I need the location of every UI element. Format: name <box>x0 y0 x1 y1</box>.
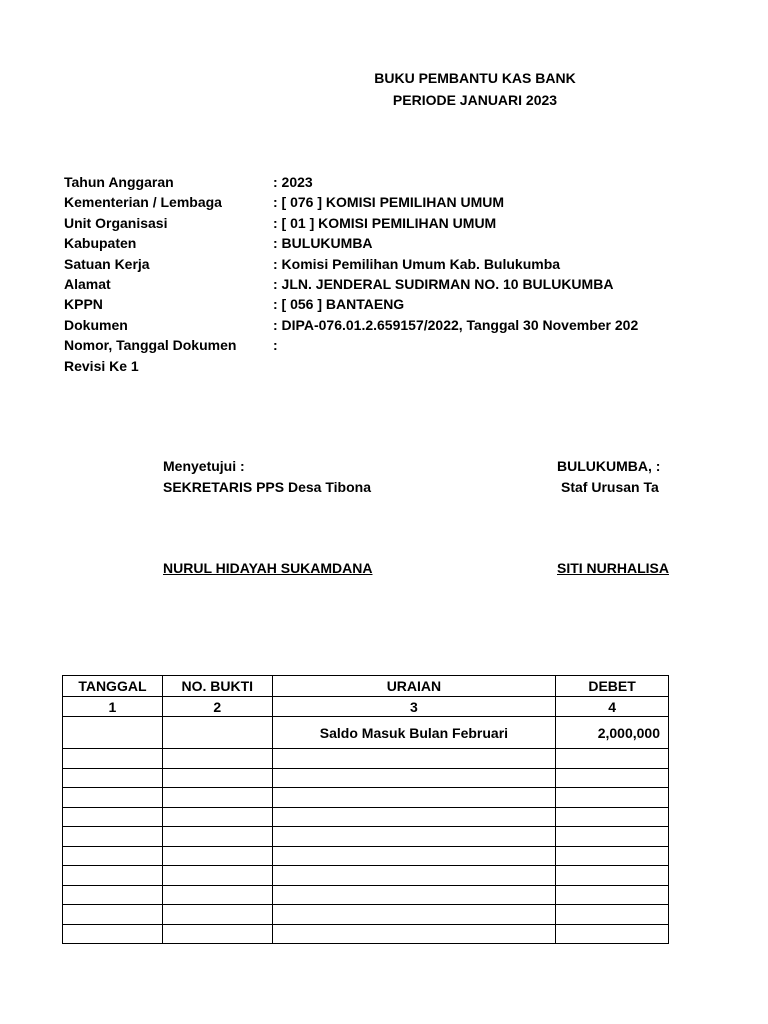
meta-label: Kementerian / Lembaga <box>64 194 222 211</box>
document-period: PERIODE JANUARI 2023 <box>392 92 558 108</box>
meta-row-revisi <box>64 356 638 376</box>
cell-debet <box>556 807 669 827</box>
cell-no-bukti <box>162 768 272 788</box>
cell-debet <box>556 749 669 769</box>
meta-label: Unit Organisasi <box>64 214 168 231</box>
meta-label: Dokumen <box>64 316 128 333</box>
meta-row-nomor-tanggal <box>64 335 638 355</box>
cell-no-bukti <box>162 807 272 827</box>
header-no-bukti: NO. BUKTI <box>162 676 272 697</box>
table-row <box>63 827 669 847</box>
place-date: BULUKUMBA, : <box>557 458 661 474</box>
cell-no-bukti <box>162 717 272 749</box>
cell-tanggal <box>63 807 163 827</box>
cell-uraian <box>272 846 556 866</box>
meta-value: : 2023 <box>273 174 313 190</box>
cell-debet <box>556 827 669 847</box>
cell-debet <box>556 866 669 886</box>
column-number: 3 <box>272 697 556 717</box>
cell-tanggal <box>63 749 163 769</box>
meta-label: Revisi Ke 1 <box>64 357 139 374</box>
staff-name: SITI NURHALISA <box>557 560 669 576</box>
cell-no-bukti <box>162 885 272 905</box>
table-header-row <box>63 676 669 697</box>
approval-label: Menyetujui : <box>163 458 245 474</box>
cell-tanggal <box>63 788 163 808</box>
meta-label: Nomor, Tanggal Dokumen <box>64 337 237 354</box>
cell-tanggal <box>63 717 163 749</box>
cell-no-bukti <box>162 924 272 944</box>
staff-role: Staf Urusan Ta <box>561 479 659 495</box>
header-uraian: URAIAN <box>272 676 556 697</box>
table-row <box>63 885 669 905</box>
cell-uraian <box>272 885 556 905</box>
header-tanggal: TANGGAL <box>63 676 163 697</box>
cell-tanggal <box>63 768 163 788</box>
meta-value: : DIPA-076.01.2.659157/2022, Tanggal 30 November 202 <box>273 316 639 333</box>
approver-name: NURUL HIDAYAH SUKAMDANA <box>163 560 373 576</box>
meta-label: Tahun Anggaran <box>64 174 174 190</box>
cell-tanggal <box>63 924 163 944</box>
cell-uraian <box>272 866 556 886</box>
meta-value: : BULUKUMBA <box>273 235 373 252</box>
cell-uraian <box>272 905 556 925</box>
cell-debet <box>556 788 669 808</box>
meta-label: KPPN <box>64 296 103 313</box>
cell-uraian <box>272 788 556 808</box>
table-row <box>63 905 669 925</box>
column-number-row <box>63 697 669 717</box>
table-row <box>63 807 669 827</box>
meta-label: Alamat <box>64 275 111 292</box>
cell-debet <box>556 846 669 866</box>
meta-row-tahun-anggaran <box>64 172 638 192</box>
cell-no-bukti <box>162 827 272 847</box>
cell-debet <box>556 885 669 905</box>
cell-uraian: Saldo Masuk Bulan Februari <box>272 717 556 749</box>
cell-debet <box>556 905 669 925</box>
cell-uraian <box>272 807 556 827</box>
meta-row-satuan-kerja <box>64 254 638 274</box>
meta-row-unit-organisasi <box>64 213 638 233</box>
meta-row-kabupaten <box>64 233 638 253</box>
cell-tanggal <box>63 885 163 905</box>
meta-row-kementerian <box>64 192 638 212</box>
cell-uraian <box>272 827 556 847</box>
cell-no-bukti <box>162 866 272 886</box>
cell-uraian <box>272 768 556 788</box>
cell-debet <box>556 924 669 944</box>
meta-row-alamat <box>64 274 638 294</box>
table-row <box>63 717 669 749</box>
meta-label: Kabupaten <box>64 235 137 252</box>
table-row <box>63 749 669 769</box>
cell-debet <box>556 768 669 788</box>
cell-tanggal <box>63 905 163 925</box>
column-number: 4 <box>556 697 669 717</box>
meta-row-dokumen <box>64 315 638 335</box>
cell-no-bukti <box>162 749 272 769</box>
column-number: 2 <box>162 697 272 717</box>
cell-uraian <box>272 924 556 944</box>
meta-block <box>64 172 638 376</box>
table-row <box>63 924 669 944</box>
approver-role: SEKRETARIS PPS Desa Tibona <box>163 479 371 495</box>
meta-value: : Komisi Pemilihan Umum Kab. Bulukumba <box>273 255 561 272</box>
cell-uraian <box>272 749 556 769</box>
cell-no-bukti <box>162 788 272 808</box>
meta-value: : [ 056 ] BANTAENG <box>273 296 405 313</box>
meta-value: : [ 076 ] KOMISI PEMILIHAN UMUM <box>273 194 505 211</box>
cell-tanggal <box>63 827 163 847</box>
table-row <box>63 788 669 808</box>
document-title: BUKU PEMBANTU KAS BANK <box>374 70 576 86</box>
table-row <box>63 846 669 866</box>
cell-tanggal <box>63 866 163 886</box>
cell-debet: 2,000,000 <box>556 717 669 749</box>
meta-value: : JLN. JENDERAL SUDIRMAN NO. 10 BULUKUMBA <box>273 275 614 292</box>
table-row <box>63 768 669 788</box>
meta-row-kppn <box>64 294 638 314</box>
ledger-table <box>62 675 669 944</box>
cell-no-bukti <box>162 905 272 925</box>
meta-value: : <box>273 337 278 354</box>
header-debet: DEBET <box>556 676 669 697</box>
meta-value: : [ 01 ] KOMISI PEMILIHAN UMUM <box>273 214 497 231</box>
column-number: 1 <box>63 697 163 717</box>
cell-no-bukti <box>162 846 272 866</box>
table-row <box>63 866 669 886</box>
cell-tanggal <box>63 846 163 866</box>
meta-label: Satuan Kerja <box>64 255 150 272</box>
